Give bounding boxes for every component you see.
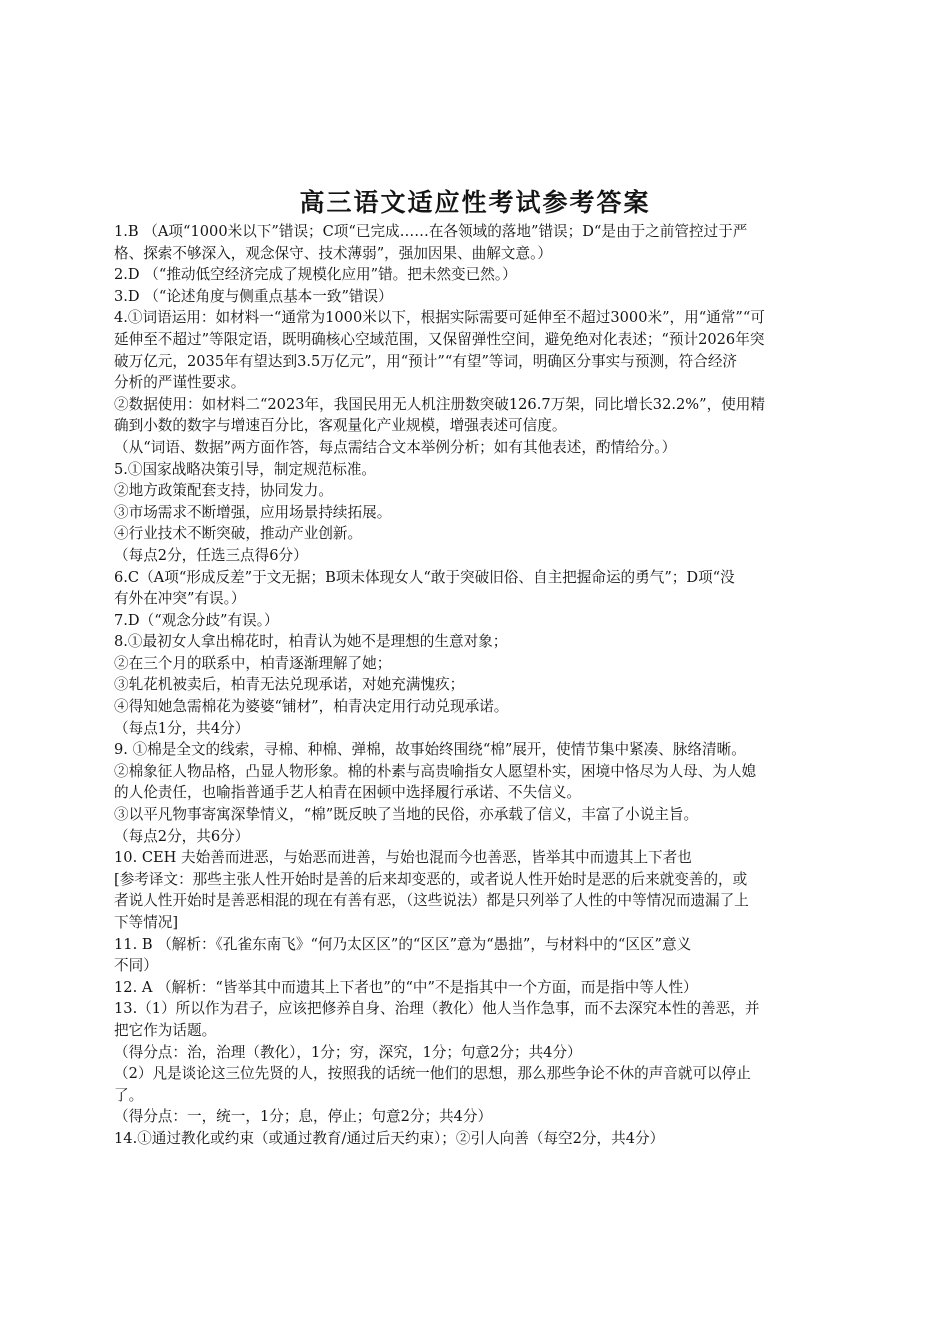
answer-line: ④得知她急需棉花为婆婆“铺材”，柏青决定用行动兑现承诺。 [114,698,509,716]
answer-line: 6.C（A项“形成反差”于文无据；B项未体现女人“敢于突破旧俗、自主把握命运的勇气”；D项“没 [114,568,735,586]
answer-line: [参考译文：那些主张人性开始时是善的后来却变恶的，或者说人性开始时是恶的后来就变善的，或 [114,870,748,888]
answer-line: 了。 [114,1086,144,1104]
answer-line: 7.D（“观念分歧”有误。） [114,611,279,629]
answer-line: ③轧花机被卖后，柏青无法兑现承诺，对她充满愧疚； [114,676,465,694]
answer-line: ②地方政策配套支持，协同发力。 [114,482,333,500]
answer-line: ②棉象征人物品格，凸显人物形象。棉的朴素与高贵喻指女人愿望朴实，困境中恪尽为人母、为人媳 [114,762,757,780]
answer-line: 8.①最初女人拿出棉花时，柏青认为她不是理想的生意对象； [114,633,508,651]
answer-body [114,221,840,1150]
answer-line: 延伸至不超过”等限定语，既明确核心空域范围，又保留弹性空间，避免绝对化表述；“预计2026年突 [114,330,765,348]
answer-line: 4.①词语运用：如材料一“通常为1000米以下，根据实际需要可延伸至不超过3000米”，用“通常”“可 [114,309,765,327]
answer-line: ②在三个月的联系中，柏青逐渐理解了她； [114,654,392,672]
answer-line: 确到小数的数字与增速百分比，客观量化产业规模，增强表述可信度。 [114,417,567,435]
answer-line: ④行业技术不断突破，推动产业创新。 [114,525,363,543]
answer-line: （每点2分，任选三点得6分） [114,546,308,564]
answer-line: 者说人性开始时是善恶相混的现在有善有恶，（这些说法）都是只列举了人性的中等情况而遗漏了上 [114,892,749,910]
answer-line: 格、探索不够深入，观念保守、技术薄弱”，强加因果、曲解文意。） [114,244,552,262]
answer-line: （2）凡是谈论这三位先贤的人，按照我的话统一他们的思想，那么那些争论不休的声音就可以停止 [114,1065,751,1083]
answer-line: 分析的严谨性要求。 [114,374,246,392]
answer-line: 11. B （解析：《孔雀东南飞》“何乃太区区”的“区区”意为“愚拙”，与材料中的“区区”意义 [114,935,692,953]
answer-line: 不同） [114,957,158,975]
answer-line: （每点2分，共6分） [114,827,250,845]
answer-line: （从“词语、数据”两方面作答，每点需结合文本举例分析；如有其他表述，酌情给分。） [114,438,677,456]
answer-line: 5.①国家战略决策引导，制定规范标准。 [114,460,377,478]
answer-line: 的人伦责任，也喻指普通手艺人柏青在困顿中选择履行承诺、不失信义。 [114,784,582,802]
answer-line: 10. CEH 夫始善而进恶，与始恶而进善，与始也混而今也善恶，皆举其中而遗其上下者也 [114,849,692,867]
answer-line: 13.（1）所以作为君子，应该把修养自身、治理（教化）他人当作急事，而不去深究本性的善恶，并 [114,1000,760,1018]
answer-line: 9. ①棉是全文的线索，寻棉、种棉、弹棉，故事始终围绕“棉”展开，使情节集中紧凑、脉络清晰。 [114,741,746,759]
answer-line: ②数据使用：如材料二“2023年，我国民用无人机注册数突破126.7万架，同比增长32.2%”，使用精 [114,395,765,413]
answer-line: ③市场需求不断增强，应用场景持续拓展。 [114,503,392,521]
answer-line: （得分点：一，统一，1分；息，停止；句意2分；共4分） [114,1108,493,1126]
answer-line: ③以平凡物事寄寓深挚情义，“棉”既反映了当地的民俗，亦承载了信义，丰富了小说主旨。 [114,806,699,824]
page-title: 高三语文适应性考试参考答案 [299,188,651,217]
answer-line: 把它作为话题。 [114,1021,217,1039]
answer-line: 下等情况] [114,914,179,931]
answer-line: 12. A （解析：“皆举其中而遗其上下者也”的“中”不是指其中一个方面，而是指中等人性） [114,978,698,996]
answer-line: （每点1分，共4分） [114,719,250,737]
answer-line: （得分点：治，治理（教化），1分；穷，深究，1分；句意2分；共4分） [114,1043,582,1061]
answer-line: 2.D （“推动低空经济完成了规模化应用”错。把未然变已然。） [114,266,517,284]
answer-line: 1.B （A项“1000米以下”错误；C项“已完成……在各领域的落地”错误；D“是由于之前管控过于严 [114,223,748,240]
answer-line: 破万亿元，2035年有望达到3.5万亿元”，用“预计”“有望”等词，明确区分事实与预测，符合经济 [114,352,738,370]
answer-line: 有外在冲突”有误。） [114,590,246,608]
answer-line: 14.①通过教化或约束（或通过教育/通过后天约束）；②引人向善（每空2分，共4分） [114,1129,665,1147]
answer-line: 3.D （“论述角度与侧重点基本一致”错误） [114,287,393,305]
